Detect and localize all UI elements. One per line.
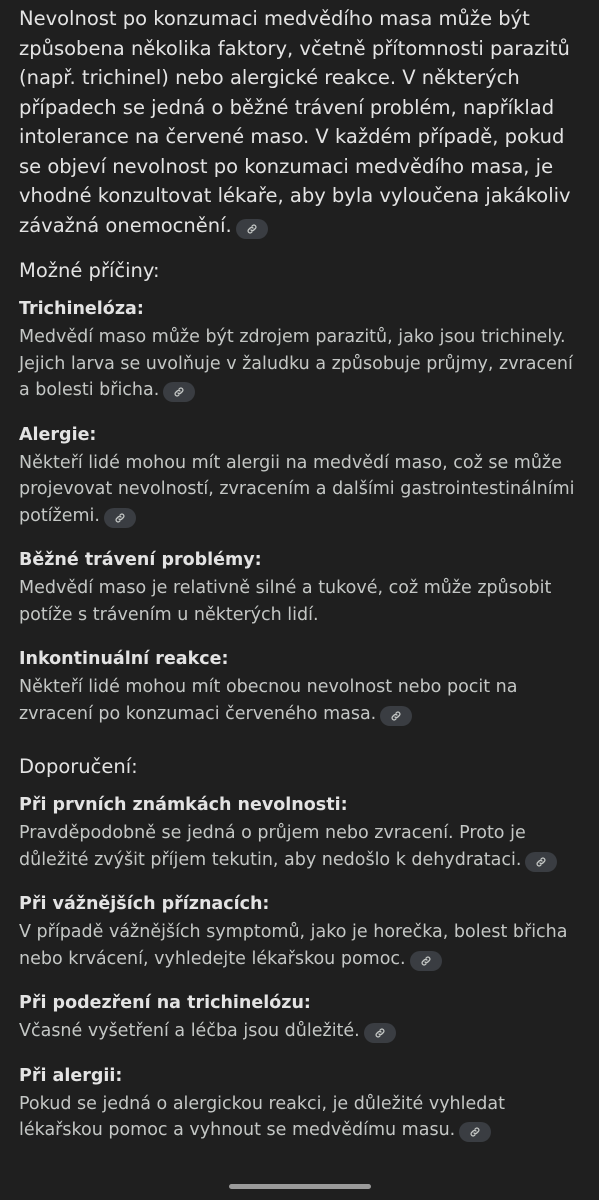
cause-body-text: Někteří lidé mohou mít alergii na medvědí maso, což se může projevovat nevolností, zvracením a dalšími gastrointestinálními potížemi. bbox=[19, 452, 575, 526]
link-icon bbox=[469, 1126, 481, 1138]
link-icon bbox=[173, 386, 185, 398]
recommendation-body bbox=[19, 1091, 579, 1144]
cause-title: Trichinelóza: bbox=[19, 299, 144, 319]
link-icon bbox=[374, 1027, 386, 1039]
recommendation-body-text: Včasné vyšetření a léčba jsou důležité. bbox=[19, 1021, 360, 1041]
recommendation-item bbox=[19, 792, 579, 873]
cause-title: Alergie: bbox=[19, 424, 97, 445]
cause-title: Inkontinuální reakce: bbox=[19, 649, 229, 669]
cause-body bbox=[19, 674, 579, 727]
recommendations-heading: Doporučení: bbox=[19, 755, 138, 778]
recommendation-item bbox=[19, 891, 579, 972]
recommendation-item bbox=[19, 990, 579, 1045]
cause-item bbox=[19, 296, 579, 404]
cause-item bbox=[19, 547, 579, 628]
link-icon bbox=[535, 856, 547, 868]
source-link-chip[interactable] bbox=[410, 951, 442, 971]
source-link-chip[interactable] bbox=[380, 706, 412, 726]
cause-item bbox=[19, 422, 579, 530]
source-link-chip[interactable] bbox=[525, 852, 557, 872]
causes-heading: Možné příčiny: bbox=[19, 259, 160, 282]
cause-body bbox=[19, 450, 579, 530]
recommendation-body bbox=[19, 820, 579, 873]
recommendation-title: Při vážnějších příznacích: bbox=[19, 894, 270, 914]
home-indicator[interactable] bbox=[229, 1184, 371, 1189]
recommendation-body-text: V případě vážnějších symptomů, jako je horečka, bolest břicha nebo krvácení, vyhledejte lékařskou pomoc. bbox=[19, 922, 568, 969]
response-content bbox=[19, 4, 579, 1162]
cause-item bbox=[19, 646, 579, 727]
recommendation-item bbox=[19, 1063, 579, 1144]
link-icon bbox=[114, 512, 126, 524]
cause-body bbox=[19, 324, 579, 404]
intro-paragraph bbox=[19, 4, 579, 240]
cause-body-text: Medvědí maso může být zdrojem parazitů, jako jsou trichinely. Jejich larva se uvolňuje v žaludku a způsobuje průjmy, zvracení a bolesti břicha. bbox=[19, 327, 573, 400]
recommendation-title: Při prvních známkách nevolnosti: bbox=[19, 795, 348, 815]
source-link-chip[interactable] bbox=[459, 1122, 491, 1142]
source-link-chip[interactable] bbox=[364, 1023, 396, 1043]
cause-body bbox=[19, 575, 579, 628]
cause-title: Běžné trávení problémy: bbox=[19, 550, 262, 570]
recommendation-body-text: Pokud se jedná o alergickou reakci, je důležité vyhledat lékařskou pomoc a vyhnout se medvědímu masu. bbox=[19, 1093, 505, 1140]
link-icon bbox=[246, 223, 258, 235]
source-link-chip[interactable] bbox=[163, 382, 195, 402]
link-icon bbox=[420, 955, 432, 967]
link-icon bbox=[390, 710, 402, 722]
source-link-chip[interactable] bbox=[104, 508, 136, 528]
recommendation-body-text: Pravděpodobně se jedná o průjem nebo zvracení. Proto je důležité zvýšit příjem tekutin, aby nedošlo k dehydrataci. bbox=[19, 823, 526, 870]
recommendation-title: Při podezření na trichinelózu: bbox=[19, 993, 311, 1013]
recommendation-body bbox=[19, 1018, 579, 1045]
recommendation-title: Při alergii: bbox=[19, 1065, 123, 1086]
source-link-chip[interactable] bbox=[236, 219, 268, 239]
cause-body-text: Někteří lidé mohou mít obecnou nevolnost nebo pocit na zvracení po konzumaci červeného masa. bbox=[19, 677, 518, 724]
recommendation-body bbox=[19, 919, 579, 972]
cause-body-text: Medvědí maso je relativně silné a tukové, což může způsobit potíže s trávením u některých lidí. bbox=[19, 578, 552, 625]
intro-text: Nevolnost po konzumaci medvědího masa může být způsobena několika faktory, včetně přítomnosti parazitů (např. trichinel) nebo alergické reakce. V některých případech se jedná o běžné trávení problém, například intolerance na červené maso. V každém případě, pokud se objeví nevolnost po konzumaci medvědího masa, je vhodné konzultovat lékaře, aby byla vyloučena jakákoliv závažná onemocnění. bbox=[19, 7, 571, 237]
